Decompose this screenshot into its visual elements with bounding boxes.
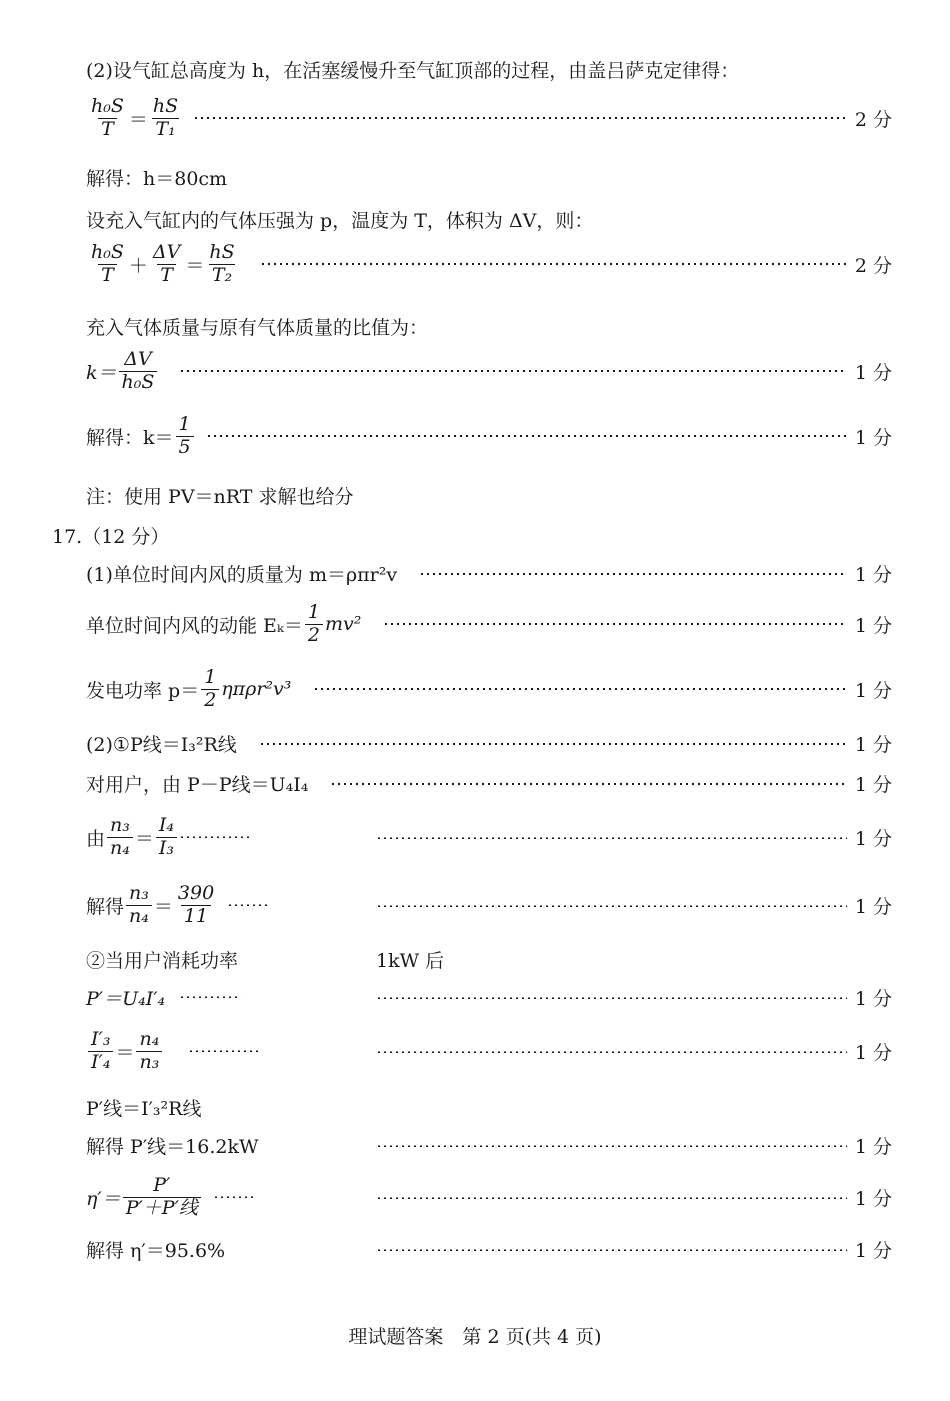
equation-row: 对用户，由 P－P线＝U₄I₄ 1 分: [86, 770, 892, 797]
equation-row: k＝ $\frac{\Delta V}{\text{h₀S}}$ 1 分: [86, 348, 892, 393]
leader-dots: [376, 1051, 847, 1053]
leader-dots: [179, 370, 846, 372]
equation-row: 由 $\frac{\text{n₃}}{\text{n₄}}$ ＝ $\frac{\text{I₄}}{\text{I₃}}$ 1 分: [86, 813, 892, 859]
equation-row: 单位时间内风的动能 Eₖ＝ $\frac{1}{2}$ mv² 1 分: [86, 601, 892, 646]
score: 1 分: [854, 1240, 892, 1262]
fraction: $\frac{hS}{\text{T₂}}$: [209, 241, 235, 286]
equation-row: $\frac{\text{h₀S}}{T}$ ＝ $\frac{hS}{\text{T₁}}$ 2 分: [86, 96, 892, 141]
fraction: $\frac{1}{2}$: [201, 667, 219, 712]
equation-row: $\frac{\text{I′₃}}{\text{I′₄}}$ ＝ $\frac{\text{n₄}}{\text{n₃}}$ 1 分: [86, 1026, 892, 1076]
score: 1 分: [854, 896, 892, 918]
fraction: $\frac{hS}{\text{T₁}}$: [152, 95, 179, 140]
fraction: $\frac{\Delta V}{\text{h₀S}}$: [119, 349, 158, 394]
fraction: $\frac{\text{h₀S}}{T}$: [91, 241, 124, 286]
equation-row: 解得：k＝ $\frac{1}{5}$ 1 分: [86, 413, 892, 458]
fraction: $\frac{1}{2}$: [305, 602, 323, 647]
score: 1 分: [854, 988, 892, 1010]
fraction: $\frac{\text{n₄}}{\text{n₃}}$: [136, 1029, 162, 1074]
leader-dots: [383, 623, 847, 625]
leader-dots: [193, 117, 847, 119]
fraction: $\frac{1}{5}$: [176, 414, 194, 459]
leader-dots: [259, 743, 847, 745]
question-number: 17.（12 分）: [52, 526, 170, 548]
score: 1 分: [854, 1188, 892, 1210]
fraction: $\frac{\Delta V}{T}$: [152, 241, 181, 286]
score: 1 分: [854, 426, 892, 449]
leader-dots: [313, 688, 846, 690]
score: 1 分: [854, 564, 892, 586]
equation-row: 解得 P′线＝16.2kW 1 分: [86, 1132, 892, 1158]
leader-dots: [188, 1050, 258, 1052]
score: 1 分: [854, 1042, 892, 1064]
text-line: 1kW 后: [376, 950, 445, 972]
score: 2 分: [854, 108, 892, 131]
score: 1 分: [854, 734, 892, 756]
text-line: P′线＝I′₃²R线: [86, 1098, 202, 1120]
leader-dots: [227, 904, 269, 906]
leader-dots: [376, 1249, 847, 1251]
leader-dots: [179, 836, 251, 838]
leader-dots: [419, 573, 847, 575]
score: 1 分: [854, 1136, 892, 1158]
score: 1 分: [854, 828, 892, 850]
leader-dots: [376, 1197, 847, 1199]
fraction: $\frac{\text{I₄}}{\text{I₃}}$: [156, 815, 177, 860]
leader-dots: [376, 997, 847, 999]
equation-row: (1)单位时间内风的质量为 m＝ρπr²v 1 分: [86, 560, 892, 587]
score: 1 分: [854, 361, 892, 384]
leader-dots: [213, 1196, 253, 1198]
fraction: $\frac{\text{n₃}}{\text{n₄}}$: [107, 815, 133, 860]
fraction: $\frac{\text{h₀S}}{T}$: [91, 95, 124, 140]
fraction: $\frac{P'}{\text{P′＋P′线}}$: [123, 1175, 201, 1220]
leader-dots: [330, 783, 846, 785]
equation-row: P′＝U₄I′₄ 1 分: [86, 984, 892, 1010]
leader-dots: [179, 996, 241, 998]
equation-row: $\frac{\text{h₀S}}{T}$ ＋ $\frac{\Delta V}{T}$ ＝ $\frac{hS}{\text{T₂}}$ 2 分: [86, 242, 892, 287]
text-line: 充入气体质量与原有气体质量的比值为：: [86, 317, 429, 339]
leader-dots: [376, 1145, 847, 1147]
equation-row: (2)①P线＝I₃²R线 1 分: [86, 730, 892, 757]
equation-row: 解得 η′＝95.6% 1 分: [86, 1236, 892, 1262]
fraction: $\frac{\text{I′₃}}{\text{I′₄}}$: [88, 1029, 113, 1074]
text-line: 设充入气缸内的气体压强为 p，温度为 T，体积为 ΔV，则：: [86, 210, 594, 232]
page-footer: 理试题答案 第 2 页(共 4 页): [348, 1326, 602, 1348]
equation-row: 发电功率 p＝ $\frac{1}{2}$ ηπρr²v³ 1 分: [86, 666, 892, 711]
leader-dots: [376, 837, 847, 839]
score: 1 分: [854, 679, 892, 702]
leader-dots: [206, 435, 847, 437]
fraction: $\frac{\text{n₃}}{\text{n₄}}$: [126, 883, 152, 928]
leader-dots: [260, 263, 847, 265]
text-line: 解得：h＝80cm: [86, 168, 228, 190]
equation-row: η′＝ $\frac{P'}{\text{P′＋P′线}}$ 1 分: [86, 1173, 892, 1219]
score: 1 分: [854, 774, 892, 796]
score: 2 分: [854, 254, 892, 277]
note: 注：使用 PV＝nRT 求解也给分: [86, 486, 354, 508]
text-line: ②当用户消耗功率: [86, 950, 239, 972]
leader-dots: [376, 905, 847, 907]
text-line: (2)设气缸总高度为 h，在活塞缓慢升至气缸顶部的过程，由盖吕萨克定律得：: [86, 60, 740, 82]
score: 1 分: [854, 614, 892, 637]
equation-row: 解得 $\frac{\text{n₃}}{\text{n₄}}$ ＝ $\frac{390}{11}$ 1 分: [86, 881, 892, 927]
fraction: $\frac{390}{11}$: [177, 881, 215, 927]
